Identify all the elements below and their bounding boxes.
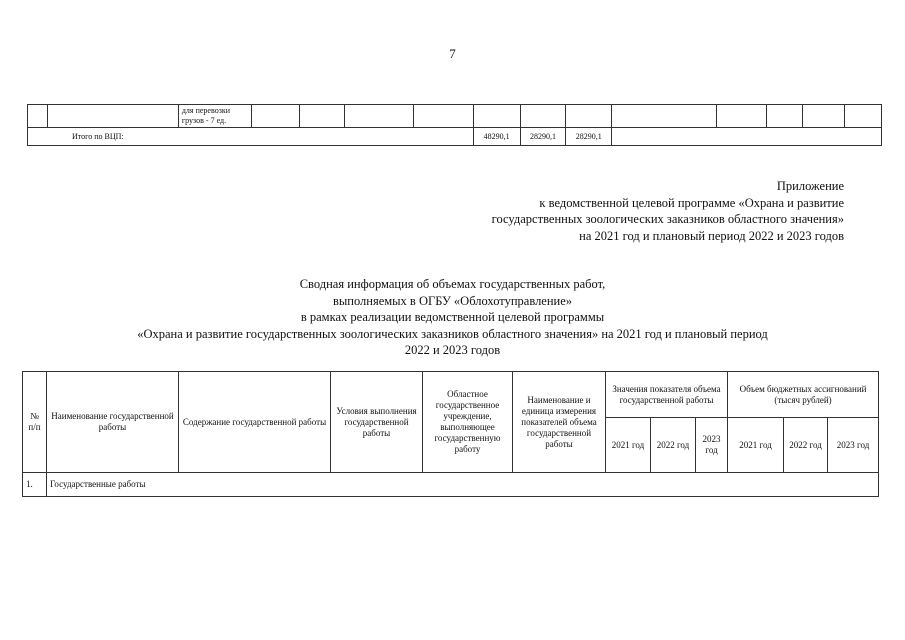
summary-line: «Охрана и развитие государственных зоологических заказников областного значения» на 2021 год и плановый период (137, 326, 768, 341)
total-2022: 28290,1 (520, 128, 565, 146)
row-num: 1. (23, 473, 47, 497)
appendix-line: государственных зоологических заказников областного значения» (491, 212, 844, 226)
table-row (23, 473, 879, 497)
header-conditions: Условия выполнения государственной работы (331, 372, 423, 473)
appendix-title: Приложение (776, 179, 844, 193)
header-row (23, 372, 879, 418)
transport-cell: для перевозки грузов - 7 ед. (178, 105, 251, 128)
header-values-2022: 2022 год (651, 418, 696, 473)
header-work-name: Наименование государственной работы (47, 372, 179, 473)
header-budget-2022: 2022 год (784, 418, 828, 473)
header-values-group: Значения показателя объема государственной работы (606, 372, 728, 418)
table-row (28, 105, 882, 128)
appendix-heading (324, 178, 844, 244)
header-values-2021: 2021 год (606, 418, 651, 473)
page-number: 7 (449, 46, 456, 61)
summary-line: 2022 и 2023 годов (404, 343, 501, 357)
summary-line: выполняемых в ОГБУ «Облохотуправление» (332, 293, 573, 308)
header-content: Содержание государственной работы (179, 372, 331, 473)
budget-continuation-table (27, 104, 882, 146)
row-label: Государственные работы (47, 473, 879, 497)
table-row-total (28, 128, 882, 146)
total-2021: 48290,1 (473, 128, 520, 146)
total-2023: 28290,1 (566, 128, 612, 146)
total-label: Итого по ВЦП: (28, 128, 474, 146)
header-indicator: Наименование и единица измерения показателей объема государственной работы (513, 372, 606, 473)
summary-title (0, 276, 905, 359)
header-budget-group: Объем бюджетных ассигнований (тысяч рублей) (728, 372, 879, 418)
header-num: № п/п (23, 372, 47, 473)
header-values-2023: 2023 год (696, 418, 728, 473)
summary-works-table (22, 371, 879, 497)
summary-line: Сводная информация об объемах государственных работ, (299, 277, 606, 291)
header-institution: Областное государственное учреждение, выполняющее государственную работу (423, 372, 513, 473)
header-budget-2021: 2021 год (728, 418, 784, 473)
appendix-line: на 2021 год и плановый период 2022 и 2023 годов (579, 228, 844, 243)
appendix-line: к ведомственной целевой программе «Охрана и развитие (539, 195, 844, 210)
summary-line: в рамках реализации ведомственной целевой программы (300, 310, 605, 324)
header-budget-2023: 2023 год (828, 418, 879, 473)
